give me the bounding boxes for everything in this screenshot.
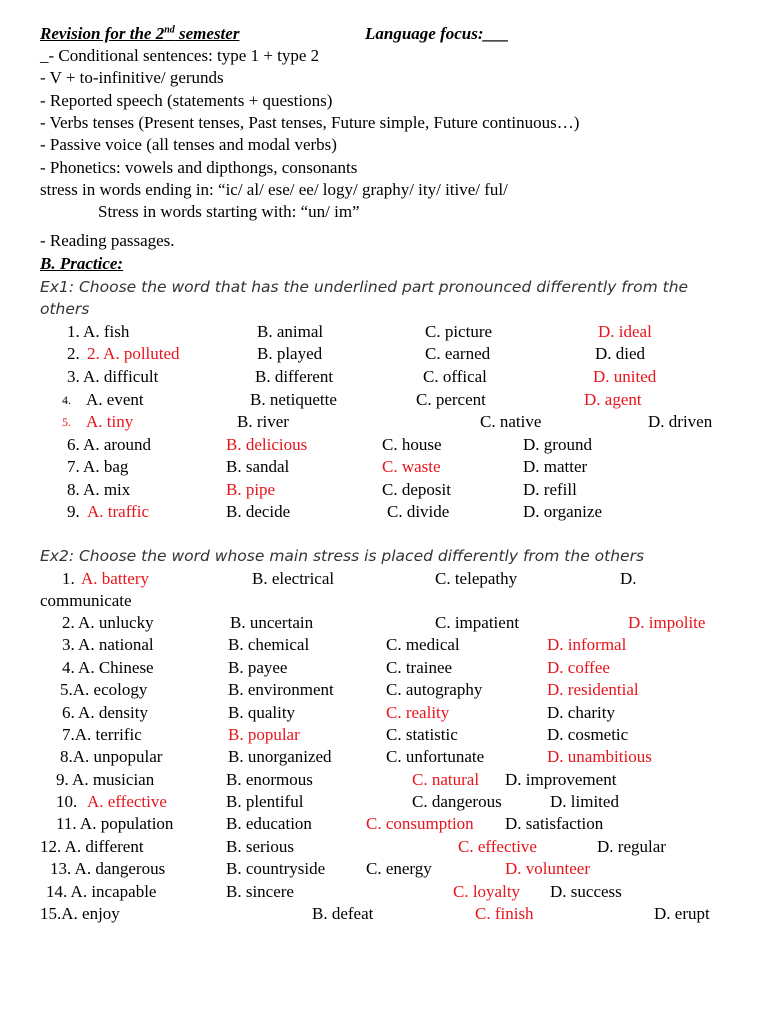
focus-item: - Phonetics: vowels and dipthongs, consonants [40,158,358,177]
ex1-option: 8. A. mix [67,480,131,499]
ex2-answer: C. finish [475,904,534,923]
ex2-option: 14. A. incapable [46,882,157,901]
ex1-option: B. decide [226,502,291,521]
ex1-option: B. played [257,344,323,363]
ex2-option: D. improvement [505,770,617,789]
ex1-option: D. driven [648,412,713,431]
ex2-option: C. telepathy [435,569,518,588]
ex1-option: B. netiquette [250,390,337,409]
ex1-answer: B. delicious [226,435,308,454]
ex2-option: D. regular [597,837,666,856]
language-focus-heading [365,23,509,45]
ex1-option: C. deposit [382,480,451,499]
ex2-answer: D. coffee [547,658,610,677]
ex2-option: 15.A. enjoy [40,904,120,923]
ex1-row-number: 5. [62,415,71,429]
ex1-option: A. event [86,390,144,409]
ex2-option: C. trainee [386,658,453,677]
focus-item: - Reading passages. [40,231,175,250]
title-superscript: nd [164,24,175,36]
ex2-answer: A. battery [81,569,149,588]
worksheet-title [40,23,239,45]
ex2-option: communicate [40,591,132,610]
title-text: Revision for the 2 [40,24,165,43]
ex1-option: C. earned [425,344,491,363]
practice-heading: B. Practice: [40,254,124,273]
ex2-answer: B. popular [228,725,300,744]
ex1-instruction: others [40,300,90,318]
ex2-answer: D. impolite [628,613,706,632]
ex1-option: 3. A. difficult [67,367,159,386]
ex2-option: D. [620,569,637,588]
ex1-answer: A. tiny [86,412,134,431]
ex2-option: 9. A. musician [56,770,155,789]
focus-item: - Verbs tenses (Present tenses, Past tenses, Future simple, Future continuous…) [40,113,580,132]
ex1-option: D. refill [523,480,577,499]
ex1-option: D. ground [523,435,592,454]
focus-item: - V + to-infinitive/ gerunds [40,68,224,87]
ex2-answer: C. effective [458,837,537,856]
ex2-option: D. cosmetic [547,725,629,744]
ex1-option: C. percent [416,390,486,409]
ex2-option: B. countryside [226,859,326,878]
ex2-option: D. erupt [654,904,710,923]
ex1-answer: A. traffic [87,502,149,521]
ex2-option: B. electrical [252,569,335,588]
ex2-instruction: Ex2: Choose the word whose main stress is placed differently from the others [40,547,645,565]
ex1-row-number: 9. [67,502,80,521]
ex1-option: C. offical [423,367,487,386]
focus-item: - Reported speech (statements + questions) [40,91,333,110]
ex2-answer: C. reality [386,703,450,722]
ex2-answer: D. informal [547,635,627,654]
ex1-instruction: Ex1: Choose the word that has the underlined part pronounced differently from the [40,278,689,296]
ex1-option: B. sandal [226,457,290,476]
ex2-answer: D. residential [547,680,639,699]
ex2-option: C. autography [386,680,483,699]
focus-item: stress in words ending in: “ic/ al/ ese/ ee/ logy/ graphy/ ity/ itive/ ful/ [40,180,508,199]
ex1-row-number: 2. [67,344,80,363]
ex1-option: 6. A. around [67,435,152,454]
ex1-answer: C. waste [382,457,441,476]
ex1-option: 1. A. fish [67,322,130,341]
ex1-option: B. different [255,367,334,386]
ex2-option: B. quality [228,703,296,722]
ex2-option: B. education [226,814,312,833]
ex1-answer: D. agent [584,390,642,409]
ex1-option: B. river [237,412,289,431]
ex2-option: 3. A. national [62,635,154,654]
title-end: semester [174,24,240,43]
focus-item: - Passive voice (all tenses and modal verbs) [40,135,337,154]
ex2-option: B. unorganized [228,747,332,766]
ex2-answer: C. natural [412,770,480,789]
ex2-option: C. energy [366,859,432,878]
ex2-answer: A. effective [87,792,167,811]
ex2-option: 11. A. population [56,814,174,833]
ex2-option: 12. A. different [40,837,144,856]
ex2-option: 4. A. Chinese [62,658,154,677]
ex2-option: B. payee [228,658,288,677]
ex1-answer: D. united [593,367,657,386]
ex2-option: 8.A. unpopular [60,747,163,766]
ex1-option: D. organize [523,502,602,521]
ex2-option: B. enormous [226,770,313,789]
language-focus-blank: ___ [483,24,510,43]
ex2-option: 5.A. ecology [60,680,148,699]
ex2-option: 6. A. density [62,703,148,722]
ex1-answer: 2. A. polluted [87,344,180,363]
ex2-option: C. dangerous [412,792,502,811]
ex2-option: 2. A. unlucky [62,613,154,632]
ex2-option: C. unfortunate [386,747,485,766]
ex2-row-number: 1. [62,569,75,588]
ex2-option: D. success [550,882,622,901]
focus-item: _- Conditional sentences: type 1 + type 2 [40,46,320,65]
ex1-answer: B. pipe [226,480,276,499]
ex1-answer: D. ideal [598,322,652,341]
ex1-row-number: 4. [62,393,71,407]
focus-item: Stress in words starting with: “un/ im” [98,202,360,221]
ex1-option: C. picture [425,322,493,341]
ex2-option: B. plentiful [226,792,304,811]
ex1-option: 7. A. bag [67,457,129,476]
ex1-option: B. animal [257,322,324,341]
ex1-option: C. house [382,435,442,454]
ex2-option: 7.A. terrific [62,725,142,744]
ex2-option: D. limited [550,792,619,811]
ex1-option: D. died [595,344,646,363]
ex2-option: B. sincere [226,882,294,901]
ex2-answer: D. unambitious [547,747,652,766]
ex2-option: C. statistic [386,725,458,744]
language-focus-label: Language focus: [365,24,484,43]
ex2-row-number: 10. [56,792,78,811]
ex2-option: B. serious [226,837,294,856]
ex2-option: D. satisfaction [505,814,604,833]
ex2-option: B. uncertain [230,613,314,632]
ex2-answer: D. volunteer [505,859,590,878]
ex2-option: 13. A. dangerous [50,859,166,878]
ex2-option: C. medical [386,635,460,654]
ex1-option: C. divide [387,502,450,521]
ex1-option: C. native [480,412,542,431]
ex2-option: B. environment [228,680,334,699]
ex1-option: D. matter [523,457,588,476]
ex2-answer: C. loyalty [453,882,521,901]
ex2-answer: C. consumption [366,814,474,833]
ex2-option: B. defeat [312,904,374,923]
ex2-option: C. impatient [435,613,520,632]
ex2-option: B. chemical [228,635,310,654]
ex2-option: D. charity [547,703,615,722]
